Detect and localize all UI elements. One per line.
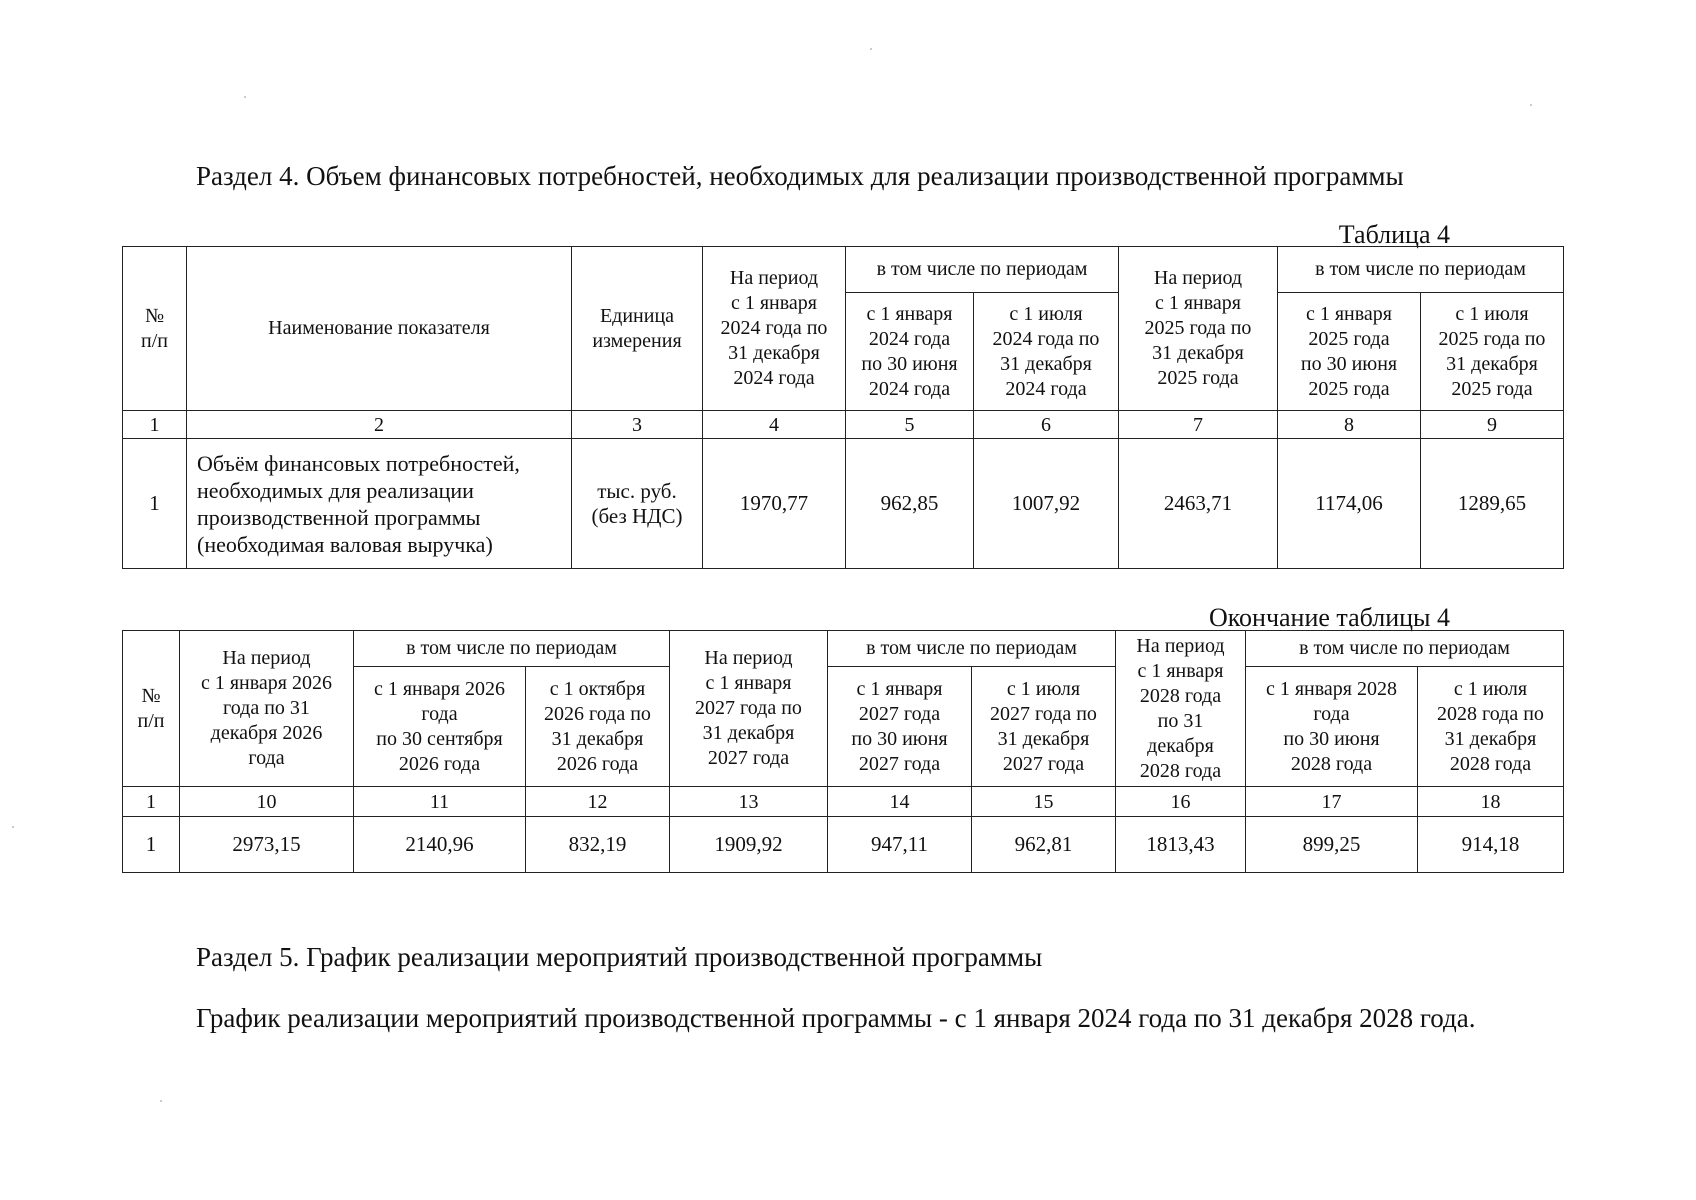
value-2028-h1: 899,25 [1246, 817, 1418, 873]
col-header-group-2028: в том числе по периодам [1246, 631, 1564, 667]
row-indicator-name: Объём финансовых потребностей, необходимых для реализации производственной программы (необходимая валовая выручка) [187, 439, 572, 569]
col-header-2025-h1: с 1 января 2025 года по 30 июня 2025 года [1278, 293, 1421, 411]
column-index: 7 [1119, 411, 1278, 439]
column-index: 15 [972, 787, 1116, 817]
col-header-2027-h2: с 1 июля 2027 года по 31 декабря 2027 года [972, 667, 1116, 787]
table2-caption: Окончание таблицы 4 [1208, 603, 1450, 632]
scan-speck [1530, 104, 1532, 106]
column-index: 8 [1278, 411, 1421, 439]
scan-speck [12, 826, 14, 828]
value-2027-h2: 962,81 [972, 817, 1116, 873]
scan-speck [244, 96, 246, 98]
table-row [123, 439, 1564, 569]
table1-caption: Таблица 4 [1338, 220, 1450, 249]
value-2024-h2: 1007,92 [974, 439, 1119, 569]
col-header-2024: На период с 1 января 2024 года по 31 декабря 2024 года [703, 247, 846, 411]
row-num: 1 [123, 439, 187, 569]
col-header-unit: Единица измерения [572, 247, 703, 411]
col-header-2028-h1: с 1 января 2028 года по 30 июня 2028 года [1246, 667, 1418, 787]
col-header-group-2025: в том числе по периодам [1278, 247, 1564, 293]
col-header-2024-h1: с 1 января 2024 года по 30 июня 2024 года [846, 293, 974, 411]
col-header-2025: На период с 1 января 2025 года по 31 декабря 2025 года [1119, 247, 1278, 411]
column-index: 13 [670, 787, 828, 817]
scan-speck [870, 48, 872, 50]
col-header-num: № п/п [123, 631, 180, 787]
column-index: 12 [526, 787, 670, 817]
column-index-row [123, 411, 1564, 439]
value-2025-h2: 1289,65 [1421, 439, 1564, 569]
value-2027-h1: 947,11 [828, 817, 972, 873]
column-index: 4 [703, 411, 846, 439]
col-header-2026-b: с 1 октября 2026 года по 31 декабря 2026 года [526, 667, 670, 787]
value-2026: 2973,15 [180, 817, 354, 873]
table-header-row [123, 631, 1564, 667]
column-index: 14 [828, 787, 972, 817]
column-index: 16 [1116, 787, 1246, 817]
table-row [123, 817, 1564, 873]
column-index: 11 [354, 787, 526, 817]
value-2025: 2463,71 [1119, 439, 1278, 569]
column-index: 9 [1421, 411, 1564, 439]
table-header-row [123, 247, 1564, 293]
value-2028: 1813,43 [1116, 817, 1246, 873]
column-index: 1 [123, 411, 187, 439]
column-index: 1 [123, 787, 180, 817]
col-header-2028-h2: с 1 июля 2028 года по 31 декабря 2028 года [1418, 667, 1564, 787]
value-2026-a: 2140,96 [354, 817, 526, 873]
section4-title: Раздел 4. Объем финансовых потребностей, необходимых для реализации производственной программы [196, 161, 1404, 191]
col-header-2027-h1: с 1 января 2027 года по 30 июня 2027 года [828, 667, 972, 787]
value-2025-h1: 1174,06 [1278, 439, 1421, 569]
col-header-name: Наименование показателя [187, 247, 572, 411]
value-2024-h1: 962,85 [846, 439, 974, 569]
column-index: 5 [846, 411, 974, 439]
row-num: 1 [123, 817, 180, 873]
col-header-2027: На период с 1 января 2027 года по 31 декабря 2027 года [670, 631, 828, 787]
col-header-group-2027: в том числе по периодам [828, 631, 1116, 667]
column-index: 18 [1418, 787, 1564, 817]
col-header-num: № п/п [123, 247, 187, 411]
value-2028-h2: 914,18 [1418, 817, 1564, 873]
row-unit: тыс. руб. (без НДС) [572, 439, 703, 569]
column-index-row [123, 787, 1564, 817]
col-header-group-2026: в том числе по периодам [354, 631, 670, 667]
column-index: 17 [1246, 787, 1418, 817]
col-header-group-2024: в том числе по периодам [846, 247, 1119, 293]
section5-text: График реализации мероприятий производственной программы - с 1 января 2024 года по 31 декабря 2028 года. [196, 1003, 1476, 1033]
value-2027: 1909,92 [670, 817, 828, 873]
value-2024: 1970,77 [703, 439, 846, 569]
col-header-2026-a: с 1 января 2026 года по 30 сентября 2026 года [354, 667, 526, 787]
col-header-2028: На период с 1 января 2028 года по 31 декабря 2028 года [1116, 631, 1246, 787]
column-index: 10 [180, 787, 354, 817]
column-index: 2 [187, 411, 572, 439]
scan-speck [160, 1100, 162, 1102]
financial-needs-table-continuation [122, 630, 1564, 873]
column-index: 3 [572, 411, 703, 439]
col-header-2025-h2: с 1 июля 2025 года по 31 декабря 2025 года [1421, 293, 1564, 411]
column-index: 6 [974, 411, 1119, 439]
section5-title: Раздел 5. График реализации мероприятий производственной программы [196, 942, 1043, 972]
col-header-2026: На период с 1 января 2026 года по 31 декабря 2026 года [180, 631, 354, 787]
value-2026-b: 832,19 [526, 817, 670, 873]
financial-needs-table [122, 246, 1564, 569]
col-header-2024-h2: с 1 июля 2024 года по 31 декабря 2024 года [974, 293, 1119, 411]
